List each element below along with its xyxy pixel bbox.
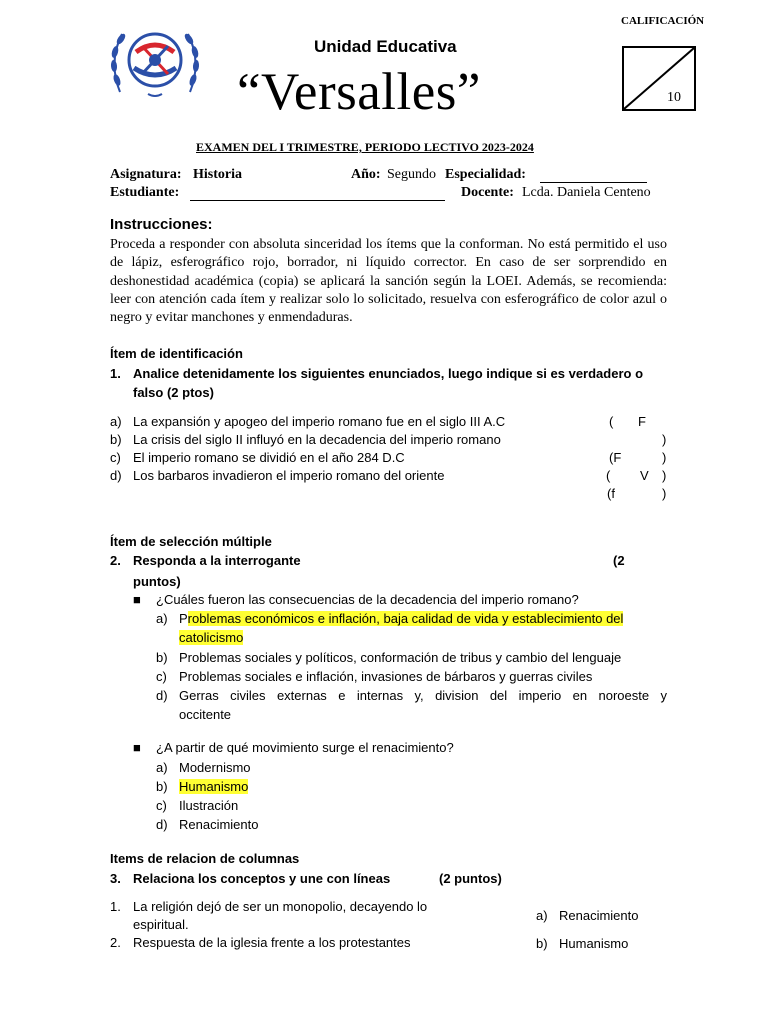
teacher-label: Docente: — [461, 185, 514, 200]
instructions-body: Proceda a responder con absoluta sinceridad los ítems que la conforman. No está permitido el uso de lápiz, esferográfico rojo, borrador, ni líquido corrector. En caso de ser sorprendido en deshonestidad académica (copia) se aplicará la sanción según la LOEI. Además, se recomienda: leer con atención cada ítem y realizar solo lo solicitado, resuelva con esferográfico de color azul o negro y evitar manchones y enmendaduras. — [110, 237, 667, 326]
section2-title: Ítem de selección múltiple — [110, 534, 272, 549]
q3-right-item-a[interactable]: a) Renacimiento — [536, 908, 639, 923]
grade-diagonal — [624, 48, 694, 109]
q3-left-item-1[interactable]: La religión dejó de ser un monopolio, decayendo lo — [133, 899, 428, 914]
q3-right-item-b[interactable]: b) Humanismo — [536, 936, 629, 951]
q2-points-a: (2 — [613, 553, 625, 568]
q3-left-item-2[interactable]: Respuesta de la iglesia frente a los protestantes — [133, 935, 411, 950]
q3-number: 3. — [110, 871, 121, 886]
q3-left-item-1-cont: espiritual. — [133, 917, 189, 932]
answer-a-value[interactable]: F — [638, 414, 646, 429]
q2-sub2-option-b[interactable]: b) Humanismo — [156, 779, 249, 794]
q2-sub1-option-d-marker: d) — [156, 688, 168, 703]
q2-text: Responda a la interrogante — [133, 553, 301, 568]
q1-item-d: d) Los barbaros invadieron el imperio romano del oriente — [110, 468, 445, 483]
subject-value: Historia — [193, 167, 242, 182]
q2-sub1-option-d[interactable]: Gerras civiles externas e internas y, division del imperio en noroeste y — [179, 688, 667, 703]
student-blank[interactable] — [190, 187, 445, 201]
q2-sub1-option-c[interactable]: c) Problemas sociales e inflación, invasiones de bárbaros y guerras civiles — [156, 669, 593, 684]
q2-sub2-option-a[interactable]: a) Modernismo — [156, 760, 251, 775]
grade-value: 10 — [667, 90, 681, 105]
specialty-label: Especialidad: — [445, 167, 526, 182]
answer-b-close: ) — [662, 432, 667, 447]
q2-sub2-question: ¿A partir de qué movimiento surge el renacimiento? — [156, 740, 454, 755]
grade-box — [622, 46, 696, 111]
section3-title: Items de relacion de columnas — [110, 851, 300, 866]
q2-sub1-option-b[interactable]: b) Problemas sociales y políticos, conformación de tribus y cambio del lenguaje — [156, 650, 622, 665]
answer-c-open[interactable]: (F — [609, 450, 622, 465]
answer-e-close: ) — [662, 486, 667, 501]
specialty-blank[interactable] — [540, 169, 647, 183]
answer-a-open: ( — [609, 414, 614, 429]
section1-title: Ítem de identificación — [110, 346, 243, 361]
teacher-value: Lcda. Daniela Centeno — [522, 185, 651, 200]
q3-left-item-1-marker: 1. — [110, 899, 121, 914]
school-logo — [108, 22, 202, 100]
q2-sub2-option-d[interactable]: d) Renacimiento — [156, 817, 259, 832]
q1-item-c: c) El imperio romano se dividió en el año 284 D.C — [110, 450, 405, 465]
q2-sub1-option-a-marker: a) — [156, 611, 168, 626]
answer-c-close: ) — [662, 450, 667, 465]
year-value: Segundo — [387, 167, 436, 182]
q2-sub1-option-a[interactable]: Problemas económicos e inflación, baja calidad de vida y establecimiento del — [179, 611, 624, 626]
q1-number: 1. — [110, 366, 121, 381]
q2-points-b: puntos) — [133, 574, 181, 589]
q1-item-a: a) La expansión y apogeo del imperio romano fue en el siglo III A.C — [110, 414, 506, 429]
school-subtitle: Unidad Educativa — [314, 37, 457, 56]
answer-d-close: ) — [662, 468, 667, 483]
q2-sub1-question: ¿Cuáles fueron las consecuencias de la decadencia del imperio romano? — [156, 592, 579, 607]
q2-sub1-option-d-cont: occitente — [179, 707, 232, 722]
q2-sub1-option-a-cont: catolicismo — [179, 630, 244, 645]
q1-text-line2: falso (2 ptos) — [133, 385, 214, 400]
answer-d-value[interactable]: V — [640, 468, 649, 483]
year-label: Año: — [351, 167, 381, 182]
bullet-icon: ■ — [133, 740, 141, 755]
q3-points: (2 puntos) — [439, 871, 502, 886]
subject-label: Asignatura: — [110, 167, 182, 182]
student-label: Estudiante: — [110, 185, 180, 200]
q3-text: Relaciona los conceptos y une con líneas — [133, 871, 391, 886]
q1-item-b: b) La crisis del siglo II influyó en la decadencia del imperio romano — [110, 432, 501, 447]
school-name: “Versalles” — [237, 63, 481, 121]
bullet-icon: ■ — [133, 592, 141, 607]
q2-number: 2. — [110, 553, 121, 568]
q1-text-line1: Analice detenidamente los siguientes enunciados, luego indique si es verdadero o — [133, 366, 644, 381]
q2-sub2-option-c[interactable]: c) Ilustración — [156, 798, 239, 813]
q3-left-item-2-marker: 2. — [110, 935, 121, 950]
instructions-title: Instrucciones: — [110, 216, 213, 233]
answer-e-open[interactable]: (f — [607, 486, 615, 501]
exam-title: EXAMEN DEL I TRIMESTRE, PERIODO LECTIVO 2023-2024 — [196, 140, 534, 154]
grade-label: CALIFICACIÓN — [621, 15, 705, 27]
answer-d-open: ( — [606, 468, 611, 483]
